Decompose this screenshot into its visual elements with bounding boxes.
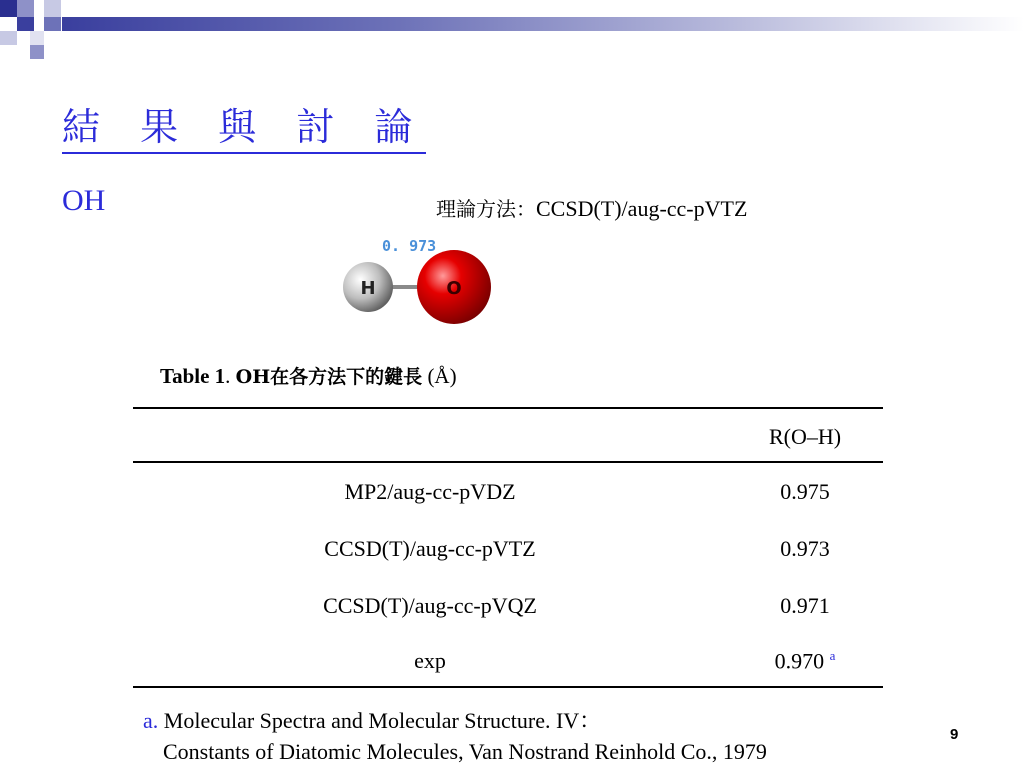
table-caption — [160, 362, 457, 389]
molecule-figure — [330, 232, 500, 332]
corner-square — [44, 17, 61, 31]
footnote-marker: a — [829, 648, 836, 663]
method-prefix: 理論方法： — [436, 197, 536, 221]
value-cell: 0.971 — [780, 593, 830, 618]
reference — [143, 705, 767, 767]
method-line — [436, 193, 747, 222]
method-cell: exp — [414, 648, 446, 673]
table-header-rule — [133, 461, 883, 463]
value-text: 0.970 — [774, 648, 825, 674]
corner-square — [17, 0, 34, 17]
header-bar — [62, 17, 1024, 31]
corner-square — [0, 31, 17, 45]
column-header: R(O–H) — [768, 424, 842, 449]
corner-square — [30, 31, 44, 45]
table-bottom-rule — [133, 686, 883, 688]
value-cell: 0.975 — [780, 479, 830, 504]
corner-square — [0, 0, 17, 17]
method-cell: MP2/aug-cc-pVDZ — [344, 479, 516, 504]
caption-title: OH在各方法下的鍵長 — [235, 366, 423, 388]
caption-unit: (Å) — [427, 364, 457, 388]
corner-square — [17, 17, 34, 31]
method-name: CCSD(T)/aug-cc-pVTZ — [536, 196, 748, 221]
reference-text-1: Molecular Spectra and Molecular Structure. IV： — [163, 708, 602, 733]
molecule-label: OH — [62, 184, 106, 217]
reference-line-2: Constants of Diatomic Molecules, Van Nostrand Reinhold Co., 1979 — [163, 739, 767, 764]
page-number: 9 — [950, 726, 959, 743]
method-cell: CCSD(T)/aug-cc-pVTZ — [324, 536, 536, 561]
slide-title: 結 果 與 討 論 — [62, 104, 426, 154]
bond-length-label: 0. 973 — [382, 237, 437, 255]
oxygen-label: O — [446, 278, 462, 299]
reference-mark: a. — [143, 708, 159, 733]
value-cell: 0.973 — [780, 536, 830, 561]
corner-square — [30, 45, 44, 59]
reference-line-1 — [143, 705, 767, 736]
corner-square — [44, 0, 61, 17]
hydrogen-label: H — [360, 278, 376, 299]
caption-number: Table 1 — [160, 364, 226, 388]
caption-sep: . — [225, 364, 231, 388]
table-top-rule — [133, 407, 883, 409]
value-cell — [740, 648, 870, 674]
method-cell: CCSD(T)/aug-cc-pVQZ — [323, 593, 537, 618]
